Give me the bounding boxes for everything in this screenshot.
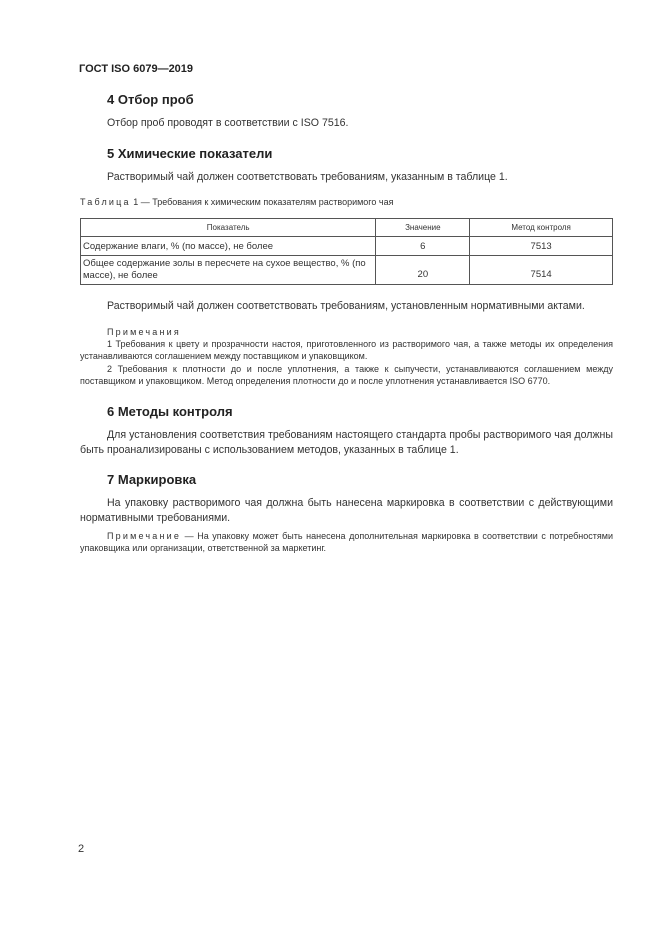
table-row <box>81 256 613 285</box>
section-5-heading: 5 Химические показатели <box>107 146 273 161</box>
section-7-text: На упаковку растворимого чая должна быть нанесена маркировка в соответствии с действующими нормативными требованиями. <box>80 497 613 524</box>
column-header-method: Метод контроля <box>470 219 613 237</box>
section-7-note-label: Примечание <box>107 531 182 541</box>
section-5-text: Растворимый чай должен соответствовать требованиям, указанным в таблице 1. <box>107 171 508 183</box>
section-4-heading: 4 Отбор проб <box>107 92 194 107</box>
column-header-indicator: Показатель <box>81 219 376 237</box>
document-code: ГОСТ ISO 6079—2019 <box>79 63 194 75</box>
method-cell: 7513 <box>470 237 613 256</box>
note-1: 1 Требования к цвету и прозрачности настоя, приготовленного из растворимого чая, а также методы их определения устанавливаются соглашением между поставщиком и упаковщиком. <box>80 339 613 361</box>
after-table-text: Растворимый чай должен соответствовать требованиям, установленным нормативными актами. <box>107 300 585 312</box>
page-number: 2 <box>78 843 85 855</box>
notes-label: Примечания <box>107 327 181 337</box>
indicator-cell: Содержание влаги, % (по массе), не более <box>81 237 376 256</box>
value-cell: 6 <box>376 237 470 256</box>
table-row <box>81 237 613 256</box>
section-7-note <box>80 530 613 554</box>
value-cell: 20 <box>376 256 470 285</box>
table-caption-label: Таблица <box>80 197 131 207</box>
section-6-text: Для установления соответствия требованиям настоящего стандарта пробы растворимого чая должны быть проанализированы с использованием методов, указанных в таблице 1. <box>80 429 613 456</box>
section-7-heading: 7 Маркировка <box>107 472 197 487</box>
note-2: 2 Требования к плотности до и после уплотнения, а также к сыпучести, устанавливаются соглашением между поставщиком и упаковщиком. Метод определения плотности до и после уплотнения устанавливается ISO 6770. <box>80 364 613 386</box>
table-caption <box>80 196 393 208</box>
indicator-cell: Общее содержание золы в пересчете на сухое вещество, % (по массе), не более <box>81 256 376 285</box>
section-6-heading: 6 Методы контроля <box>107 404 233 419</box>
column-header-value: Значение <box>376 219 470 237</box>
section-7-note-text: — На упаковку может быть нанесена дополнительная маркировка в соответствии с потребностями упаковщика или организации, ответственной за маркетинг. <box>80 531 613 553</box>
table-header-row <box>81 219 613 237</box>
section-4-text: Отбор проб проводят в соответствии с ISO 7516. <box>107 117 349 129</box>
table-caption-text: 1 — Требования к химическим показателям растворимого чая <box>133 197 394 207</box>
method-cell: 7514 <box>470 256 613 285</box>
requirements-table <box>80 218 613 285</box>
